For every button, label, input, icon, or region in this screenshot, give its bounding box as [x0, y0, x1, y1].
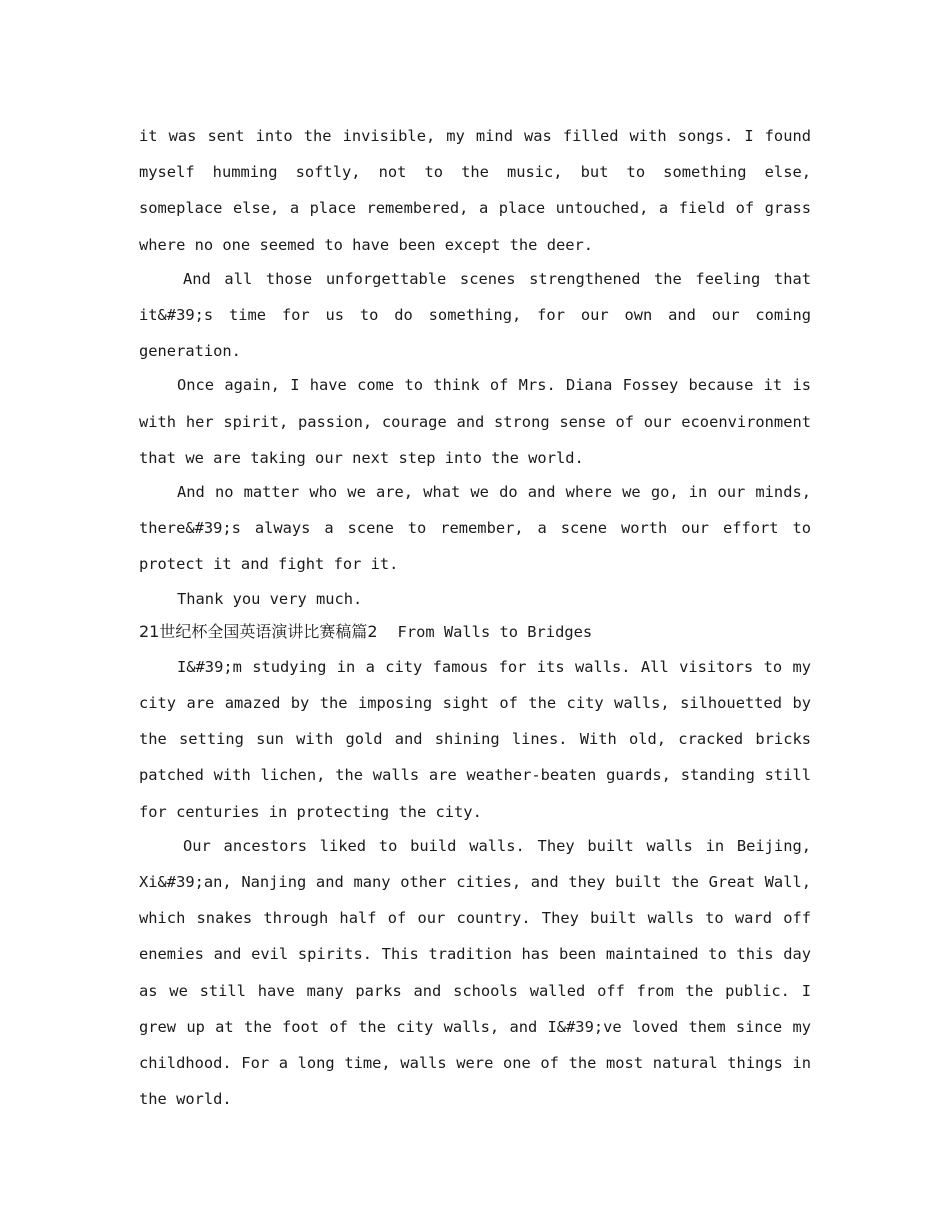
- section-heading: [139, 615, 811, 649]
- paragraph-scene-remember: And no matter who we are, what we do and where we go, in our minds, there&#39;s always a scene to remember, a scene worth our effort to protect it and fight for it.: [139, 483, 811, 574]
- paragraph-city-walls: I&#39;m studying in a city famous for its walls. All visitors to my city are amazed by the imposing sight of the city walls, silhouetted by the setting sun with gold and shining lines. With old, cracked bricks patched with lichen, the walls are weather-beaten guards, standing still for centuries in protecting the city.: [139, 657, 811, 821]
- section-heading-zh: 21世纪杯全国英语演讲比赛稿篇2: [139, 621, 378, 641]
- paragraph-continued: it was sent into the invisible, my mind was filled with songs. I found myself humming softly, not to the music, but to something else, someplace else, a place remembered, a place untouched, a field of grass where no one seemed to have been except the deer.: [139, 127, 811, 254]
- document-body: [139, 118, 811, 1115]
- section-heading-en: From Walls to Bridges: [397, 622, 593, 641]
- paragraph-thanks: Thank you very much.: [177, 589, 363, 608]
- paragraph-fossey: Once again, I have come to think of Mrs. Diana Fossey because it is with her spirit, passion, courage and strong sense of our ecoenvironment that we are taking our next step into the world.: [139, 376, 811, 467]
- paragraph-ancestors: Our ancestors liked to build walls. They built walls in Beijing, Xi&#39;an, Nanjing and many other cities, and they built the Great Wall, which snakes through half of our country. They built walls to ward off enemies and evil spirits. This tradition has been maintained to this day as we still have many parks and schools walled off from the public. I grew up at the foot of the city walls, and I&#39;ve loved them since my childhood. For a long time, walls were one of the most natural things in the world.: [139, 836, 811, 1109]
- paragraph-scenes: And all those unforgettable scenes strengthened the feeling that it&#39;s time for us to do something, for our own and our coming generation.: [139, 269, 811, 361]
